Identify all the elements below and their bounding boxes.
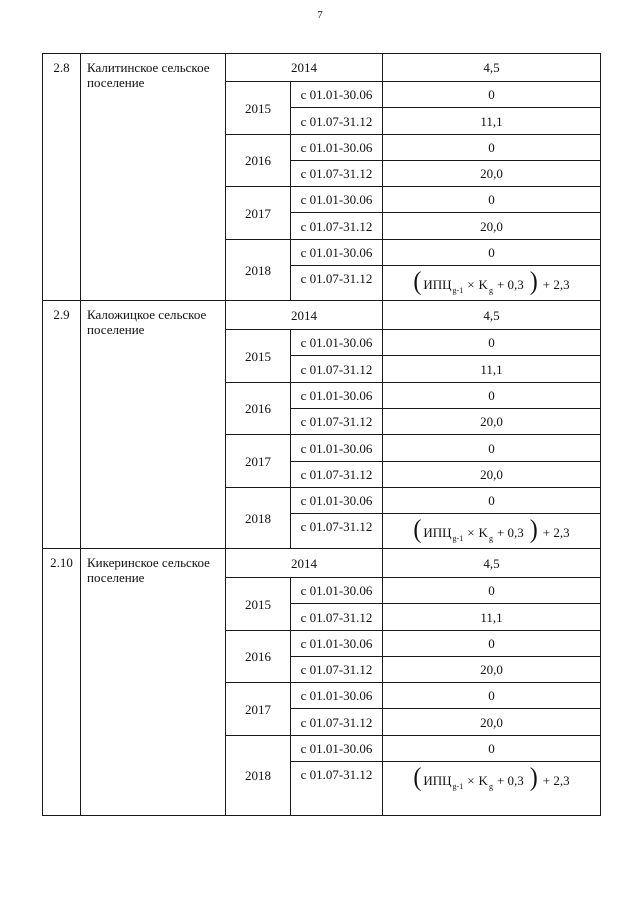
value-cell: 0: [383, 187, 601, 213]
year-cell: 2018: [226, 240, 291, 301]
formula-add: + 0,3: [496, 525, 524, 540]
formula-close-paren: ): [529, 515, 538, 545]
value-cell: 0: [383, 383, 601, 409]
base-value: 4,5: [383, 549, 601, 578]
period-cell: с 01.07-31.12: [291, 657, 383, 683]
formula-cell: [383, 762, 601, 816]
indexation-formula: [413, 763, 570, 793]
value-cell: 0: [383, 435, 601, 462]
settlement-name: Каложицкое сельское поселение: [81, 301, 226, 549]
value-cell: 0: [383, 736, 601, 762]
tariff-table: [42, 53, 601, 816]
year-cell: 2016: [226, 383, 291, 435]
formula-k: K: [478, 773, 488, 788]
formula-ipc-subscript: g-1: [452, 534, 464, 543]
table-row: [43, 301, 601, 330]
formula-open-paren: (: [413, 515, 422, 545]
year-cell: 2016: [226, 631, 291, 683]
formula-ipc-subscript: g-1: [452, 782, 464, 791]
value-cell: 20,0: [383, 409, 601, 435]
period-cell: с 01.01-30.06: [291, 631, 383, 657]
settlement-name: Кикеринское сельское поселение: [81, 549, 226, 816]
formula-times: ×: [467, 525, 475, 540]
formula-k: K: [478, 277, 488, 292]
period-cell: с 01.07-31.12: [291, 762, 383, 816]
table-row: [43, 54, 601, 82]
period-cell: с 01.07-31.12: [291, 213, 383, 240]
period-cell: с 01.01-30.06: [291, 435, 383, 462]
period-cell: с 01.07-31.12: [291, 462, 383, 488]
value-cell: 20,0: [383, 657, 601, 683]
base-year: 2014: [226, 54, 383, 82]
period-cell: с 01.07-31.12: [291, 266, 383, 301]
value-cell: 20,0: [383, 161, 601, 187]
row-number: 2.8: [43, 54, 81, 301]
row-number: 2.9: [43, 301, 81, 549]
formula-close-paren: ): [529, 763, 538, 793]
year-cell: 2017: [226, 683, 291, 736]
page-number: 7: [317, 9, 323, 21]
period-cell: с 01.01-30.06: [291, 488, 383, 514]
period-cell: с 01.01-30.06: [291, 187, 383, 213]
formula-tail: + 2,3: [542, 277, 570, 292]
year-cell: 2018: [226, 488, 291, 549]
formula-add: + 0,3: [496, 277, 524, 292]
period-cell: с 01.07-31.12: [291, 108, 383, 135]
value-cell: 0: [383, 82, 601, 108]
formula-times: ×: [467, 277, 475, 292]
value-cell: 11,1: [383, 108, 601, 135]
value-cell: 11,1: [383, 356, 601, 383]
value-cell: 20,0: [383, 462, 601, 488]
formula-open-paren: (: [413, 763, 422, 793]
period-cell: с 01.07-31.12: [291, 514, 383, 549]
year-cell: 2016: [226, 135, 291, 187]
period-cell: с 01.07-31.12: [291, 356, 383, 383]
table-body: [43, 54, 601, 816]
period-cell: с 01.01-30.06: [291, 683, 383, 709]
base-value: 4,5: [383, 301, 601, 330]
formula-tail: + 2,3: [542, 525, 570, 540]
formula-cell: [383, 514, 601, 549]
formula-k-subscript: g: [488, 534, 493, 543]
formula-ipc: ИПЦ: [423, 277, 452, 292]
indexation-formula: [413, 267, 570, 297]
formula-cell: [383, 266, 601, 301]
value-cell: 0: [383, 330, 601, 356]
value-cell: 11,1: [383, 604, 601, 631]
formula-ipc: ИПЦ: [423, 773, 452, 788]
formula-k-subscript: g: [488, 286, 493, 295]
base-year: 2014: [226, 301, 383, 330]
period-cell: с 01.01-30.06: [291, 135, 383, 161]
base-year: 2014: [226, 549, 383, 578]
period-cell: с 01.07-31.12: [291, 161, 383, 187]
period-cell: с 01.01-30.06: [291, 330, 383, 356]
formula-k-subscript: g: [488, 782, 493, 791]
year-cell: 2017: [226, 435, 291, 488]
indexation-formula: [413, 515, 570, 545]
period-cell: с 01.01-30.06: [291, 383, 383, 409]
formula-add: + 0,3: [496, 773, 524, 788]
table-row: [43, 549, 601, 578]
period-cell: с 01.07-31.12: [291, 409, 383, 435]
period-cell: с 01.07-31.12: [291, 604, 383, 631]
value-cell: 20,0: [383, 213, 601, 240]
row-number: 2.10: [43, 549, 81, 816]
year-cell: 2015: [226, 578, 291, 631]
period-cell: с 01.01-30.06: [291, 82, 383, 108]
year-cell: 2017: [226, 187, 291, 240]
period-cell: с 01.07-31.12: [291, 709, 383, 736]
period-cell: с 01.01-30.06: [291, 240, 383, 266]
value-cell: 0: [383, 488, 601, 514]
formula-ipc-subscript: g-1: [452, 286, 464, 295]
value-cell: 0: [383, 631, 601, 657]
period-cell: с 01.01-30.06: [291, 578, 383, 604]
settlement-name: Калитинское сельское поселение: [81, 54, 226, 301]
value-cell: 0: [383, 683, 601, 709]
value-cell: 0: [383, 135, 601, 161]
formula-tail: + 2,3: [542, 773, 570, 788]
base-value: 4,5: [383, 54, 601, 82]
year-cell: 2015: [226, 330, 291, 383]
value-cell: 0: [383, 240, 601, 266]
formula-times: ×: [467, 773, 475, 788]
formula-k: K: [478, 525, 488, 540]
formula-open-paren: (: [413, 267, 422, 297]
formula-ipc: ИПЦ: [423, 525, 452, 540]
period-cell: с 01.01-30.06: [291, 736, 383, 762]
value-cell: 20,0: [383, 709, 601, 736]
year-cell: 2018: [226, 736, 291, 816]
value-cell: 0: [383, 578, 601, 604]
year-cell: 2015: [226, 82, 291, 135]
formula-close-paren: ): [529, 267, 538, 297]
